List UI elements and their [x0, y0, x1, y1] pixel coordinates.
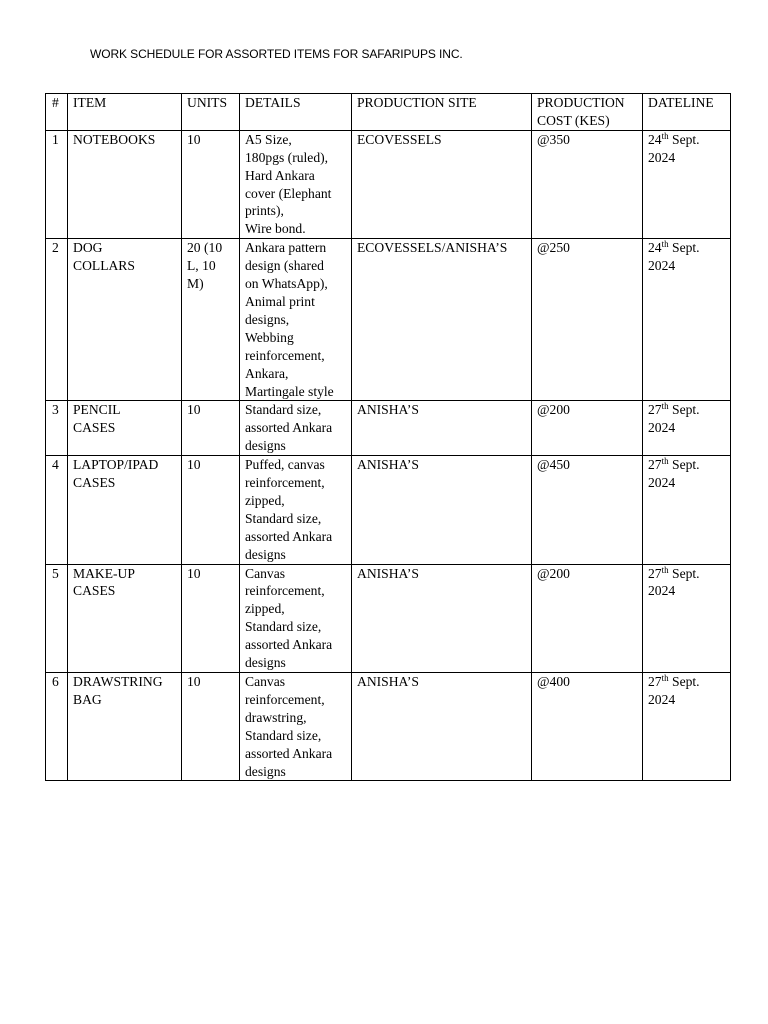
date-suffix: th	[661, 456, 669, 467]
row-production-site: ECOVESSELS/ANISHA’S	[352, 239, 532, 401]
row-production-site: ANISHA’S	[352, 564, 532, 672]
row-production-cost: @200	[532, 564, 643, 672]
date-rest: Sept. 2024	[648, 674, 700, 707]
row-dateline	[643, 401, 731, 456]
row-item: LAPTOP/IPAD CASES	[68, 456, 182, 564]
header-item: ITEM	[68, 94, 182, 131]
document-title: WORK SCHEDULE FOR ASSORTED ITEMS FOR SAFARIPUPS INC.	[90, 47, 463, 61]
row-number: 6	[46, 673, 68, 781]
row-item: DOG COLLARS	[68, 239, 182, 401]
row-units: 20 (10 L, 10 M)	[182, 239, 240, 401]
row-details: Standard size, assorted Ankara designs	[240, 401, 352, 456]
date-suffix: th	[661, 130, 669, 141]
table-row	[46, 564, 731, 672]
date-day: 27	[648, 457, 662, 473]
date-day: 27	[648, 565, 662, 581]
table-header-row	[46, 94, 731, 131]
row-production-site: ANISHA’S	[352, 401, 532, 456]
header-units: UNITS	[182, 94, 240, 131]
row-dateline	[643, 239, 731, 401]
row-number: 2	[46, 239, 68, 401]
row-item: MAKE-UP CASES	[68, 564, 182, 672]
date-rest: Sept. 2024	[648, 131, 700, 165]
header-production-site: PRODUCTION SITE	[352, 94, 532, 131]
date-rest: Sept. 2024	[648, 457, 700, 491]
row-details: A5 Size, 180pgs (ruled), Hard Ankara cover (Elephant prints), Wire bond.	[240, 130, 352, 238]
row-units: 10	[182, 564, 240, 672]
header-number: #	[46, 94, 68, 131]
date-day: 27	[648, 674, 662, 689]
header-details: DETAILS	[240, 94, 352, 131]
row-production-cost: @400	[532, 673, 643, 781]
date-day: 27	[648, 402, 662, 418]
date-rest: Sept. 2024	[648, 565, 700, 599]
table-row	[46, 401, 731, 456]
row-item: NOTEBOOKS	[68, 130, 182, 238]
date-suffix: th	[661, 564, 669, 575]
date-day: 24	[648, 240, 662, 256]
date-rest: Sept. 2024	[648, 240, 700, 274]
date-suffix: th	[661, 401, 669, 412]
row-number: 5	[46, 564, 68, 672]
row-production-cost: @450	[532, 456, 643, 564]
row-production-site: ECOVESSELS	[352, 130, 532, 238]
row-units: 10	[182, 456, 240, 564]
row-units: 10	[182, 401, 240, 456]
row-details: Canvas reinforcement, drawstring, Standard size, assorted Ankara designs	[240, 673, 352, 781]
row-dateline	[643, 673, 731, 781]
row-units: 10	[182, 673, 240, 781]
date-suffix: th	[661, 673, 669, 683]
row-number: 1	[46, 130, 68, 238]
header-dateline: DATELINE	[643, 94, 731, 131]
row-item: PENCIL CASES	[68, 401, 182, 456]
row-item: DRAWSTRING BAG	[68, 673, 182, 781]
row-dateline	[643, 456, 731, 564]
table-row	[46, 130, 731, 238]
date-day: 24	[648, 131, 662, 147]
work-schedule-table	[45, 93, 731, 781]
row-production-cost: @250	[532, 239, 643, 401]
row-dateline	[643, 130, 731, 238]
date-suffix: th	[661, 239, 669, 250]
table-row	[46, 456, 731, 564]
row-details: Ankara pattern design (shared on WhatsApp), Animal print designs, Webbing reinforcement, Ankara, Martingale style	[240, 239, 352, 401]
row-details: Canvas reinforcement, zipped, Standard size, assorted Ankara designs	[240, 564, 352, 672]
row-number: 4	[46, 456, 68, 564]
date-rest: Sept. 2024	[648, 402, 700, 436]
table-row	[46, 673, 731, 781]
row-dateline	[643, 564, 731, 672]
row-production-site: ANISHA’S	[352, 673, 532, 781]
row-units: 10	[182, 130, 240, 238]
row-details: Puffed, canvas reinforcement, zipped, Standard size, assorted Ankara designs	[240, 456, 352, 564]
table-row	[46, 239, 731, 401]
row-production-cost: @350	[532, 130, 643, 238]
row-production-site: ANISHA’S	[352, 456, 532, 564]
row-production-cost: @200	[532, 401, 643, 456]
row-number: 3	[46, 401, 68, 456]
header-production-cost: PRODUCTION COST (KES)	[532, 94, 643, 131]
